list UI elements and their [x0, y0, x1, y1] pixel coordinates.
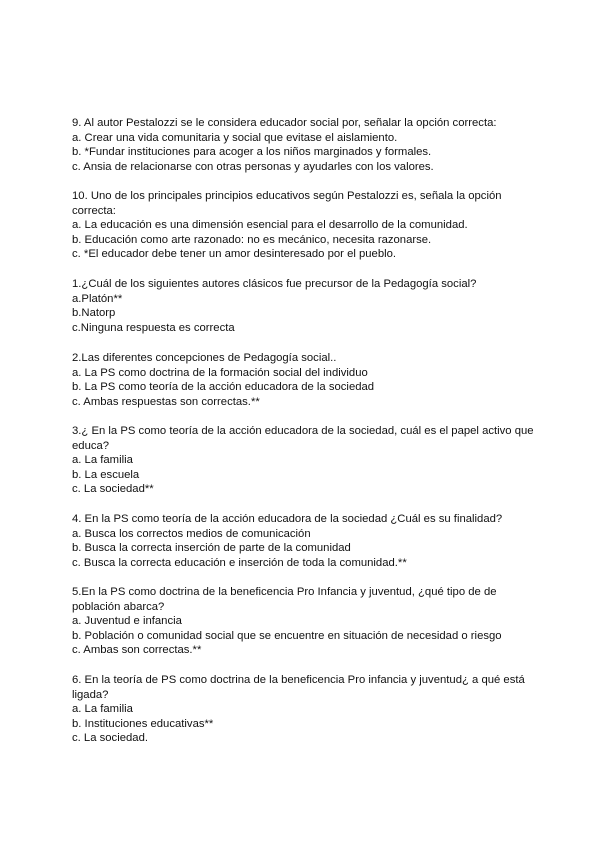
question-10 [72, 189, 542, 262]
option-b: b. La PS como teoría de la acción educadora de la sociedad [72, 381, 375, 394]
option-c: c.Ninguna respuesta es correcta [72, 321, 235, 334]
question-4 [72, 512, 542, 570]
question-title: 5.En la PS como doctrina de la beneficencia Pro Infancia y juventud, ¿qué tipo de de población abarca? [72, 586, 497, 613]
option-a: a. La familia [72, 703, 133, 716]
option-c: c. *El educador debe tener un amor desinteresado por el pueblo. [72, 248, 397, 261]
option-a: a. La PS como doctrina de la formación social del individuo [72, 366, 368, 379]
option-b: b. Población o comunidad social que se encuentre en situación de necesidad o riesgo [72, 629, 502, 642]
question-3 [72, 424, 542, 497]
option-b: b.Natorp [72, 307, 116, 320]
question-1 [72, 277, 542, 335]
question-title: 10. Uno de los principales principios educativos según Pestalozzi es, señala la opción correcta: [72, 190, 502, 217]
question-title: 2.Las diferentes concepciones de Pedagogía social.. [72, 352, 337, 364]
question-title: 4. En la PS como teoría de la acción educadora de la sociedad ¿Cuál es su finalidad? [72, 513, 503, 525]
option-a: a.Platón** [72, 292, 123, 305]
option-b: b. Instituciones educativas** [72, 717, 214, 730]
option-b: b. La escuela [72, 468, 140, 481]
question-2 [72, 351, 542, 409]
option-c: c. La sociedad. [72, 732, 148, 745]
question-title: 3.¿ En la PS como teoría de la acción educadora de la sociedad, cuál es el papel activo que educa? [72, 425, 534, 452]
option-b: b. Educación como arte razonado: no es mecánico, necesita razonarse. [72, 233, 432, 246]
option-a: a. Juventud e infancia [72, 615, 182, 628]
option-c: c. Ambas respuestas son correctas.** [72, 395, 260, 408]
option-c: c. Ambas son correctas.** [72, 644, 202, 657]
option-b: b. Busca la correcta inserción de parte de la comunidad [72, 542, 351, 555]
question-title: 9. Al autor Pestalozzi se le considera educador social por, señalar la opción correcta: [72, 117, 497, 129]
option-c: c. La sociedad** [72, 483, 154, 496]
question-9 [72, 116, 542, 174]
question-5 [72, 585, 542, 658]
option-a: a. La educación es una dimensión esencial para el desarrollo de la comunidad. [72, 219, 468, 232]
option-a: a. Busca los correctos medios de comunicación [72, 527, 311, 540]
option-b: b. *Fundar instituciones para acoger a los niños marginados y formales. [72, 146, 432, 159]
option-c: c. Ansia de relacionarse con otras personas y ayudarles con los valores. [72, 160, 434, 173]
question-6 [72, 673, 542, 746]
option-a: a. Crear una vida comunitaria y social que evitase el aislamiento. [72, 131, 398, 144]
question-title: 1.¿Cuál de los siguientes autores clásicos fue precursor de la Pedagogía social? [72, 278, 477, 290]
option-a: a. La familia [72, 454, 133, 467]
question-title: 6. En la teoría de PS como doctrina de la beneficencia Pro infancia y juventud¿ a qué está ligada? [72, 674, 525, 701]
option-c: c. Busca la correcta educación e inserción de toda la comunidad.** [72, 556, 407, 569]
